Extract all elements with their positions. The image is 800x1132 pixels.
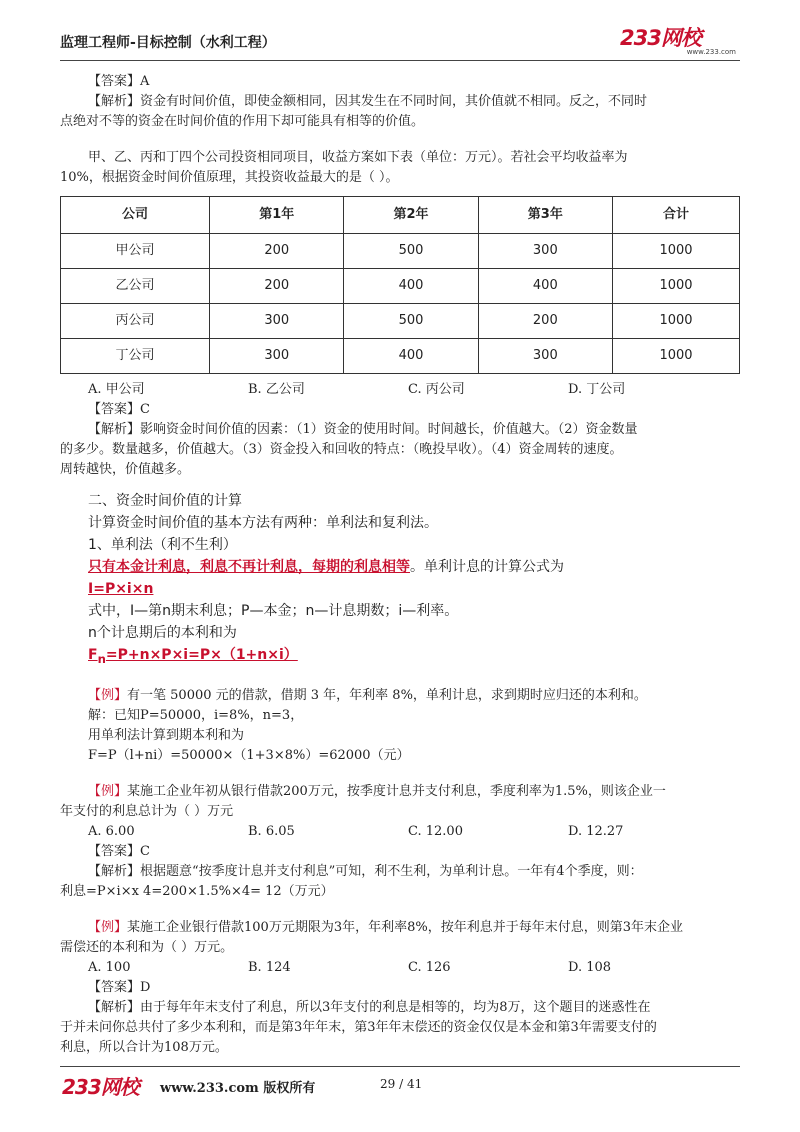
sum-intro: n个计息期后的本利和为 bbox=[88, 625, 237, 641]
answer-value: A bbox=[140, 74, 150, 89]
investment-table bbox=[60, 196, 740, 374]
footer-logo[interactable]: 233网校 bbox=[62, 1075, 139, 1099]
table-cell: 300 bbox=[210, 304, 344, 339]
options-row bbox=[88, 958, 728, 978]
answer-line bbox=[88, 842, 740, 862]
example-line bbox=[88, 782, 740, 802]
subsection-heading: 1、单利法（利不生利） bbox=[88, 537, 237, 553]
answer-tag: 【答案】 bbox=[88, 979, 141, 995]
formula-legend: 式中，I—第n期末利息；P—本金；n—计息期数；i—利率。 bbox=[88, 603, 459, 619]
option-b: B. 乙公司 bbox=[248, 382, 305, 397]
table-cell: 1000 bbox=[612, 234, 739, 269]
example-line: F=P（l+ni）=50000×（1+3×8%）=62000（元） bbox=[88, 747, 410, 763]
option-d: D. 丁公司 bbox=[568, 382, 626, 397]
table-cell: 500 bbox=[344, 234, 478, 269]
option-c: C. 12.00 bbox=[408, 823, 463, 839]
analysis-tag: 【解析】 bbox=[88, 422, 141, 437]
option-a: A. 甲公司 bbox=[88, 382, 145, 397]
table-row bbox=[61, 339, 740, 374]
table-header-row bbox=[61, 197, 740, 234]
example-line: 需偿还的本利和为（ ）万元。 bbox=[60, 939, 234, 955]
formula-sum bbox=[88, 644, 740, 670]
options-row bbox=[88, 380, 728, 400]
example-tag: 【例】 bbox=[88, 919, 128, 935]
table-cell: 400 bbox=[344, 269, 478, 304]
table-cell: 300 bbox=[478, 339, 612, 374]
analysis-text: 影响资金时间价值的因素：（1）资金的使用时间。时间越长，价值越大。（2）资金数量 bbox=[140, 422, 638, 437]
analysis-line bbox=[88, 92, 740, 112]
page-number: 29 / 41 bbox=[380, 1077, 423, 1091]
logo-url: www.233.com bbox=[686, 48, 736, 56]
answer-line bbox=[88, 72, 740, 92]
option-a: A. 100 bbox=[88, 959, 131, 975]
table-cell: 500 bbox=[344, 304, 478, 339]
answer-tag: 【答案】 bbox=[88, 74, 141, 89]
analysis-line bbox=[88, 420, 740, 440]
analysis-text: 根据题意“按季度计息并支付利息”可知，利不生利，为单利计息。一年有4个季度，则： bbox=[140, 863, 643, 879]
example-line bbox=[88, 686, 740, 706]
logo-text: 233网校 bbox=[620, 26, 701, 50]
analysis-tag: 【解析】 bbox=[88, 999, 141, 1015]
key-point-rest: 。单利计息的计算公式为 bbox=[410, 559, 564, 575]
table-cell: 300 bbox=[478, 234, 612, 269]
analysis-line bbox=[88, 998, 740, 1018]
column-header: 第1年 bbox=[210, 197, 344, 234]
answer-value: C bbox=[140, 402, 150, 417]
formula-subscript: n bbox=[97, 651, 106, 666]
answer-line bbox=[88, 400, 740, 420]
table-row bbox=[61, 304, 740, 339]
table-cell: 400 bbox=[344, 339, 478, 374]
page-footer bbox=[60, 1066, 740, 1107]
analysis-text: 资金有时间价值，即使金额相同，因其发生在不同时间，其价值就不相同。反之，不同时 bbox=[140, 94, 648, 109]
table-row bbox=[61, 234, 740, 269]
table-cell: 200 bbox=[478, 304, 612, 339]
table-cell: 1000 bbox=[612, 304, 739, 339]
answer-tag: 【答案】 bbox=[88, 843, 141, 859]
answer-tag: 【答案】 bbox=[88, 402, 141, 417]
example-line: 解：已知P=50000，i=8%，n=3， bbox=[88, 707, 304, 723]
analysis-tag: 【解析】 bbox=[88, 94, 141, 109]
document-title: 监理工程师-目标控制（水利工程） bbox=[60, 35, 276, 51]
option-b: B. 124 bbox=[248, 959, 291, 975]
option-d: D. 12.27 bbox=[568, 823, 624, 839]
column-header: 第2年 bbox=[344, 197, 478, 234]
table-cell: 甲公司 bbox=[61, 234, 210, 269]
table-cell: 1000 bbox=[612, 269, 739, 304]
example-text: 某施工企业年初从银行借款200万元，按季度计息并支付利息，季度利率为1.5%，则该企业一 bbox=[127, 783, 666, 799]
analysis-tag: 【解析】 bbox=[88, 863, 141, 879]
table-cell: 400 bbox=[478, 269, 612, 304]
analysis-line: 利息=P×i×x 4=200×1.5%×4= 12（万元） bbox=[60, 883, 334, 899]
analysis-text: 由于每年年末支付了利息，所以3年支付的利息是相等的，均为8万，这个题目的迷惑性在 bbox=[140, 999, 651, 1015]
example-line: 用单利法计算到期本利和为 bbox=[88, 727, 245, 743]
section-intro: 计算资金时间价值的基本方法有两种：单利法和复利法。 bbox=[88, 515, 438, 531]
table-cell: 200 bbox=[210, 234, 344, 269]
page-header bbox=[60, 22, 740, 61]
answer-value: C bbox=[140, 843, 150, 859]
example-tag: 【例】 bbox=[88, 783, 128, 799]
analysis-line: 于并未问你总共付了多少本利和，而是第3年年末，第3年年末偿还的资金仅仅是本金和第3年需要支付的 bbox=[60, 1019, 657, 1035]
column-header: 第3年 bbox=[478, 197, 612, 234]
option-a: A. 6.00 bbox=[88, 823, 135, 839]
table-cell: 300 bbox=[210, 339, 344, 374]
example-text: 有一笔 50000 元的借款，借期 3 年，年利率 8%，单利计息，求到期时应归还的本利和。 bbox=[127, 687, 647, 703]
question-text: 10%，根据资金时间价值原理，其投资收益最大的是（ ）。 bbox=[60, 170, 399, 185]
footer-copyright: www.233.com 版权所有 bbox=[160, 1081, 316, 1096]
analysis-line bbox=[88, 862, 740, 882]
column-header: 公司 bbox=[61, 197, 210, 234]
column-header: 合计 bbox=[612, 197, 739, 234]
brand-logo[interactable] bbox=[620, 22, 740, 58]
table-cell: 1000 bbox=[612, 339, 739, 374]
answer-value: D bbox=[140, 979, 151, 995]
table-cell: 丙公司 bbox=[61, 304, 210, 339]
section-heading: 二、资金时间价值的计算 bbox=[88, 493, 242, 509]
page-content bbox=[60, 72, 740, 1058]
option-c: C. 126 bbox=[408, 959, 451, 975]
answer-line bbox=[88, 978, 740, 998]
formula-body: =P+n×P×i=P×（1+n×i） bbox=[105, 647, 298, 663]
analysis-line: 的多少。数量越多，价值越大。（3）资金投入和回收的特点：（晚投早收）。（4）资金周转的速度。 bbox=[60, 442, 623, 457]
analysis-line: 利息，所以合计为108万元。 bbox=[60, 1039, 228, 1055]
table-cell: 丁公司 bbox=[61, 339, 210, 374]
formula-interest: I=P×i×n bbox=[88, 581, 154, 597]
table-cell: 200 bbox=[210, 269, 344, 304]
key-point bbox=[88, 556, 740, 578]
option-d: D. 108 bbox=[568, 959, 612, 975]
example-line: 年支付的利息总计为（ ）万元 bbox=[60, 803, 234, 819]
option-b: B. 6.05 bbox=[248, 823, 295, 839]
options-row bbox=[88, 822, 728, 842]
example-line bbox=[88, 918, 740, 938]
question-text: 甲、乙、丙和丁四个公司投资相同项目，收益方案如下表（单位：万元）。若社会平均收益率为 bbox=[88, 150, 628, 165]
key-point-highlight: 只有本金计利息，利息不再计利息，每期的利息相等 bbox=[88, 559, 410, 575]
example-tag: 【例】 bbox=[88, 687, 128, 703]
analysis-line: 周转越快，价值越多。 bbox=[60, 462, 191, 477]
table-row bbox=[61, 269, 740, 304]
option-c: C. 丙公司 bbox=[408, 382, 465, 397]
analysis-line: 点绝对不等的资金在时间价值的作用下却可能具有相等的价值。 bbox=[60, 114, 425, 129]
table-cell: 乙公司 bbox=[61, 269, 210, 304]
example-text: 某施工企业银行借款100万元期限为3年，年利率8%，按年利息并于每年末付息，则第3年末企业 bbox=[127, 919, 683, 935]
formula-symbol: F bbox=[88, 647, 98, 663]
